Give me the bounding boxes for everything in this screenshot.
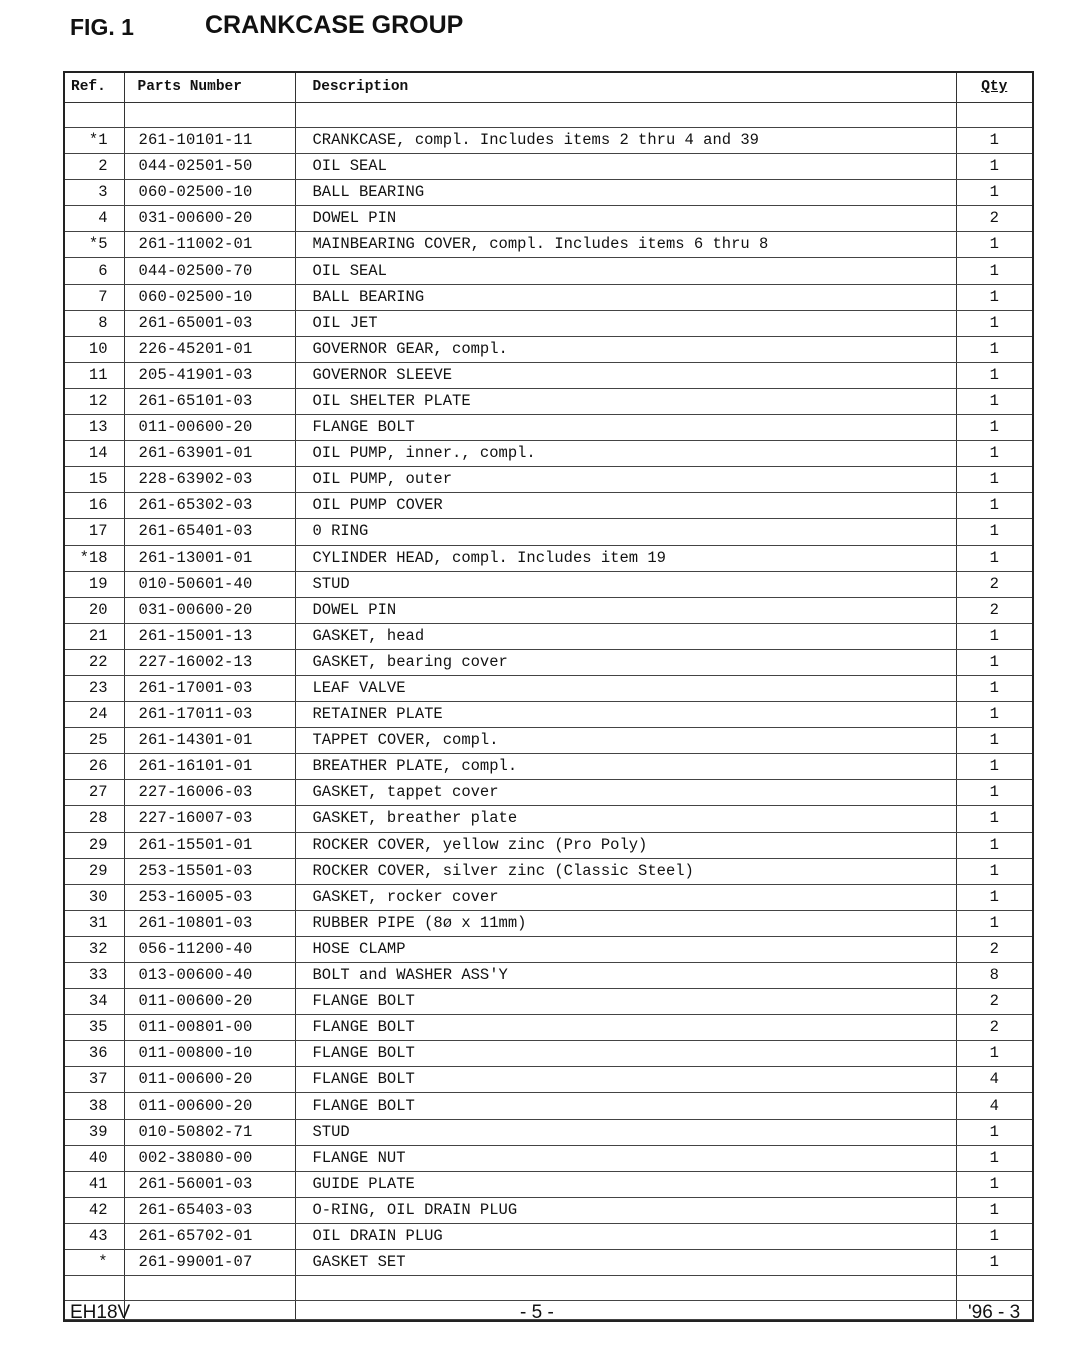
description-cell: GOVERNOR SLEEVE [295, 362, 956, 388]
description-cell: GASKET, tappet cover [295, 780, 956, 806]
qty-cell: 1 [956, 128, 1032, 154]
parts-number-cell: 228-63902-03 [124, 467, 295, 493]
table-row [65, 649, 1032, 675]
table-row [65, 180, 1032, 206]
parts-number-cell: 261-14301-01 [124, 728, 295, 754]
parts-number-cell: 261-65401-03 [124, 519, 295, 545]
table-header-row [65, 73, 1032, 103]
qty-cell: 1 [956, 441, 1032, 467]
parts-table [63, 71, 1034, 1322]
table-row [65, 258, 1032, 284]
parts-number-cell: 261-65302-03 [124, 493, 295, 519]
ref-cell: 29 [65, 832, 124, 858]
table-row [65, 806, 1032, 832]
column-header-ref: Ref. [65, 73, 124, 103]
qty-cell: 1 [956, 336, 1032, 362]
ref-cell: 38 [65, 1093, 124, 1119]
parts-number-cell: 261-15501-01 [124, 832, 295, 858]
footer-model: EH18V [70, 1302, 131, 1323]
parts-number-cell: 011-00600-20 [124, 989, 295, 1015]
qty-cell: 1 [956, 545, 1032, 571]
parts-number-cell: 010-50601-40 [124, 571, 295, 597]
table-row [65, 441, 1032, 467]
qty-cell: 2 [956, 989, 1032, 1015]
description-cell: HOSE CLAMP [295, 936, 956, 962]
qty-cell: 1 [956, 702, 1032, 728]
description-cell: RETAINER PLATE [295, 702, 956, 728]
table-row [65, 519, 1032, 545]
ref-cell: 32 [65, 936, 124, 962]
table-row [65, 336, 1032, 362]
qty-cell: 2 [956, 571, 1032, 597]
description-cell: CRANKCASE, compl. Includes items 2 thru 4 and 39 [295, 128, 956, 154]
qty-cell: 4 [956, 1093, 1032, 1119]
ref-cell: 39 [65, 1119, 124, 1145]
table-row [65, 206, 1032, 232]
qty-cell: 1 [956, 232, 1032, 258]
parts-number-cell: 044-02500-70 [124, 258, 295, 284]
qty-cell: 1 [956, 1197, 1032, 1223]
table-row [65, 1015, 1032, 1041]
footer-date: '96 - 3 [968, 1302, 1021, 1323]
description-cell: FLANGE NUT [295, 1145, 956, 1171]
ref-cell: 25 [65, 728, 124, 754]
description-cell: FLANGE BOLT [295, 1015, 956, 1041]
description-cell: GUIDE PLATE [295, 1171, 956, 1197]
ref-cell: 26 [65, 754, 124, 780]
table-row [65, 362, 1032, 388]
table-row [65, 467, 1032, 493]
table-row [65, 1093, 1032, 1119]
table-row [65, 832, 1032, 858]
table-row [65, 702, 1032, 728]
table-row [65, 1119, 1032, 1145]
parts-number-cell: 261-65702-01 [124, 1223, 295, 1249]
description-cell: GASKET SET [295, 1250, 956, 1276]
ref-cell: 24 [65, 702, 124, 728]
table-row [65, 545, 1032, 571]
parts-number-cell: 261-63901-01 [124, 441, 295, 467]
description-cell: FLANGE BOLT [295, 1067, 956, 1093]
qty-cell: 1 [956, 180, 1032, 206]
description-cell: GASKET, bearing cover [295, 649, 956, 675]
ref-cell: * [65, 1250, 124, 1276]
ref-cell: 13 [65, 415, 124, 441]
qty-cell: 1 [956, 1223, 1032, 1249]
parts-number-cell: 044-02501-50 [124, 154, 295, 180]
parts-number-cell: 227-16006-03 [124, 780, 295, 806]
parts-number-cell: 227-16002-13 [124, 649, 295, 675]
description-cell: STUD [295, 571, 956, 597]
table-row [65, 989, 1032, 1015]
qty-cell: 1 [956, 154, 1032, 180]
description-cell: FLANGE BOLT [295, 1041, 956, 1067]
ref-cell: 35 [65, 1015, 124, 1041]
table-row [65, 1145, 1032, 1171]
table-row [65, 415, 1032, 441]
figure-number: FIG. 1 [70, 14, 134, 40]
parts-number-cell: 253-15501-03 [124, 858, 295, 884]
parts-number-cell: 261-16101-01 [124, 754, 295, 780]
description-cell: BALL BEARING [295, 180, 956, 206]
ref-cell: 4 [65, 206, 124, 232]
parts-number-cell: 261-65403-03 [124, 1197, 295, 1223]
description-cell: OIL SEAL [295, 154, 956, 180]
ref-cell: 6 [65, 258, 124, 284]
qty-cell: 1 [956, 780, 1032, 806]
qty-cell: 1 [956, 493, 1032, 519]
ref-cell: 20 [65, 597, 124, 623]
parts-number-cell: 261-15001-13 [124, 623, 295, 649]
table-row [65, 623, 1032, 649]
table-row [65, 780, 1032, 806]
parts-number-cell: 261-17011-03 [124, 702, 295, 728]
ref-cell: 28 [65, 806, 124, 832]
parts-number-cell: 261-65001-03 [124, 310, 295, 336]
parts-number-cell: 227-16007-03 [124, 806, 295, 832]
table-row [65, 597, 1032, 623]
ref-cell: 41 [65, 1171, 124, 1197]
table-row [65, 884, 1032, 910]
description-cell: OIL PUMP COVER [295, 493, 956, 519]
description-cell: ROCKER COVER, silver zinc (Classic Steel) [295, 858, 956, 884]
description-cell: TAPPET COVER, compl. [295, 728, 956, 754]
qty-cell: 1 [956, 623, 1032, 649]
table-row [65, 571, 1032, 597]
ref-cell: 7 [65, 284, 124, 310]
ref-cell: 10 [65, 336, 124, 362]
parts-number-cell: 261-13001-01 [124, 545, 295, 571]
parts-number-cell: 253-16005-03 [124, 884, 295, 910]
description-cell: LEAF VALVE [295, 675, 956, 701]
description-cell: CYLINDER HEAD, compl. Includes item 19 [295, 545, 956, 571]
qty-cell: 4 [956, 1067, 1032, 1093]
column-header-parts-number: Parts Number [124, 73, 295, 103]
description-cell: FLANGE BOLT [295, 415, 956, 441]
description-cell: BREATHER PLATE, compl. [295, 754, 956, 780]
qty-cell: 1 [956, 910, 1032, 936]
blank-row [65, 1276, 1032, 1301]
table-row [65, 1041, 1032, 1067]
ref-cell: 15 [65, 467, 124, 493]
description-cell: OIL DRAIN PLUG [295, 1223, 956, 1249]
table-row [65, 310, 1032, 336]
table-row [65, 232, 1032, 258]
parts-number-cell: 205-41901-03 [124, 362, 295, 388]
table-row [65, 1250, 1032, 1276]
qty-cell: 2 [956, 936, 1032, 962]
table-row [65, 154, 1032, 180]
parts-number-cell: 011-00600-20 [124, 1067, 295, 1093]
description-cell: OIL PUMP, inner., compl. [295, 441, 956, 467]
ref-cell: 21 [65, 623, 124, 649]
ref-cell: 34 [65, 989, 124, 1015]
ref-cell: 12 [65, 388, 124, 414]
qty-cell: 1 [956, 1250, 1032, 1276]
ref-cell: 14 [65, 441, 124, 467]
ref-cell: 27 [65, 780, 124, 806]
ref-cell: 3 [65, 180, 124, 206]
ref-cell: 33 [65, 963, 124, 989]
description-cell: BALL BEARING [295, 284, 956, 310]
description-cell: GOVERNOR GEAR, compl. [295, 336, 956, 362]
description-cell: OIL SEAL [295, 258, 956, 284]
qty-cell: 2 [956, 1015, 1032, 1041]
description-cell: O-RING, OIL DRAIN PLUG [295, 1197, 956, 1223]
ref-cell: 42 [65, 1197, 124, 1223]
ref-cell: 22 [65, 649, 124, 675]
qty-cell: 1 [956, 1145, 1032, 1171]
qty-cell: 1 [956, 858, 1032, 884]
parts-number-cell: 011-00800-10 [124, 1041, 295, 1067]
ref-cell: 37 [65, 1067, 124, 1093]
parts-number-cell: 261-10101-11 [124, 128, 295, 154]
table-row [65, 284, 1032, 310]
table-row [65, 128, 1032, 154]
description-cell: OIL PUMP, outer [295, 467, 956, 493]
table-row [65, 910, 1032, 936]
qty-cell: 2 [956, 206, 1032, 232]
description-cell: OIL SHELTER PLATE [295, 388, 956, 414]
qty-cell: 1 [956, 519, 1032, 545]
qty-cell: 1 [956, 884, 1032, 910]
qty-cell: 1 [956, 754, 1032, 780]
ref-cell: 36 [65, 1041, 124, 1067]
qty-cell: 1 [956, 728, 1032, 754]
table-row [65, 728, 1032, 754]
column-header-description: Description [295, 73, 956, 103]
parts-number-cell: 226-45201-01 [124, 336, 295, 362]
description-cell: GASKET, head [295, 623, 956, 649]
description-cell: BOLT and WASHER ASS'Y [295, 963, 956, 989]
table-row [65, 1223, 1032, 1249]
qty-cell: 1 [956, 675, 1032, 701]
parts-number-cell: 002-38080-00 [124, 1145, 295, 1171]
ref-cell: *1 [65, 128, 124, 154]
qty-cell: 1 [956, 649, 1032, 675]
description-cell: 0 RING [295, 519, 956, 545]
parts-number-cell: 261-17001-03 [124, 675, 295, 701]
parts-number-cell: 031-00600-20 [124, 206, 295, 232]
parts-number-cell: 060-02500-10 [124, 284, 295, 310]
parts-number-cell: 011-00600-20 [124, 415, 295, 441]
blank-row [65, 103, 1032, 128]
footer-page-number: - 5 - [520, 1302, 554, 1323]
page-title: CRANKCASE GROUP [205, 11, 464, 39]
parts-number-cell: 011-00801-00 [124, 1015, 295, 1041]
ref-cell: 29 [65, 858, 124, 884]
parts-number-cell: 261-10801-03 [124, 910, 295, 936]
ref-cell: *18 [65, 545, 124, 571]
ref-cell: 30 [65, 884, 124, 910]
parts-number-cell: 010-50802-71 [124, 1119, 295, 1145]
table-row [65, 754, 1032, 780]
table-row [65, 963, 1032, 989]
ref-cell: 40 [65, 1145, 124, 1171]
description-cell: STUD [295, 1119, 956, 1145]
ref-cell: *5 [65, 232, 124, 258]
table-row [65, 493, 1032, 519]
qty-cell: 1 [956, 362, 1032, 388]
qty-cell: 1 [956, 1041, 1032, 1067]
description-cell: FLANGE BOLT [295, 1093, 956, 1119]
qty-cell: 1 [956, 806, 1032, 832]
description-cell: GASKET, rocker cover [295, 884, 956, 910]
column-header-qty: Qty [956, 73, 1032, 103]
ref-cell: 2 [65, 154, 124, 180]
ref-cell: 19 [65, 571, 124, 597]
qty-cell: 1 [956, 1171, 1032, 1197]
parts-number-cell: 261-65101-03 [124, 388, 295, 414]
description-cell: MAINBEARING COVER, compl. Includes items 6 thru 8 [295, 232, 956, 258]
qty-cell: 2 [956, 597, 1032, 623]
qty-cell: 1 [956, 832, 1032, 858]
description-cell: RUBBER PIPE (8ø x 11mm) [295, 910, 956, 936]
parts-number-cell: 261-11002-01 [124, 232, 295, 258]
table-row [65, 675, 1032, 701]
table-row [65, 936, 1032, 962]
table-row [65, 858, 1032, 884]
description-cell: DOWEL PIN [295, 206, 956, 232]
description-cell: GASKET, breather plate [295, 806, 956, 832]
table-row [65, 1171, 1032, 1197]
parts-number-cell: 060-02500-10 [124, 180, 295, 206]
ref-cell: 23 [65, 675, 124, 701]
qty-cell: 1 [956, 415, 1032, 441]
parts-number-cell: 261-99001-07 [124, 1250, 295, 1276]
description-cell: DOWEL PIN [295, 597, 956, 623]
qty-cell: 1 [956, 1119, 1032, 1145]
ref-cell: 31 [65, 910, 124, 936]
qty-cell: 1 [956, 310, 1032, 336]
parts-number-cell: 013-00600-40 [124, 963, 295, 989]
qty-cell: 1 [956, 284, 1032, 310]
ref-cell: 17 [65, 519, 124, 545]
parts-number-cell: 031-00600-20 [124, 597, 295, 623]
qty-cell: 1 [956, 388, 1032, 414]
table-row [65, 388, 1032, 414]
description-cell: ROCKER COVER, yellow zinc (Pro Poly) [295, 832, 956, 858]
table-row [65, 1197, 1032, 1223]
description-cell: OIL JET [295, 310, 956, 336]
table-row [65, 1067, 1032, 1093]
ref-cell: 8 [65, 310, 124, 336]
description-cell: FLANGE BOLT [295, 989, 956, 1015]
qty-cell: 8 [956, 963, 1032, 989]
ref-cell: 43 [65, 1223, 124, 1249]
parts-number-cell: 056-11200-40 [124, 936, 295, 962]
parts-number-cell: 011-00600-20 [124, 1093, 295, 1119]
ref-cell: 11 [65, 362, 124, 388]
parts-number-cell: 261-56001-03 [124, 1171, 295, 1197]
qty-cell: 1 [956, 258, 1032, 284]
qty-cell: 1 [956, 467, 1032, 493]
ref-cell: 16 [65, 493, 124, 519]
